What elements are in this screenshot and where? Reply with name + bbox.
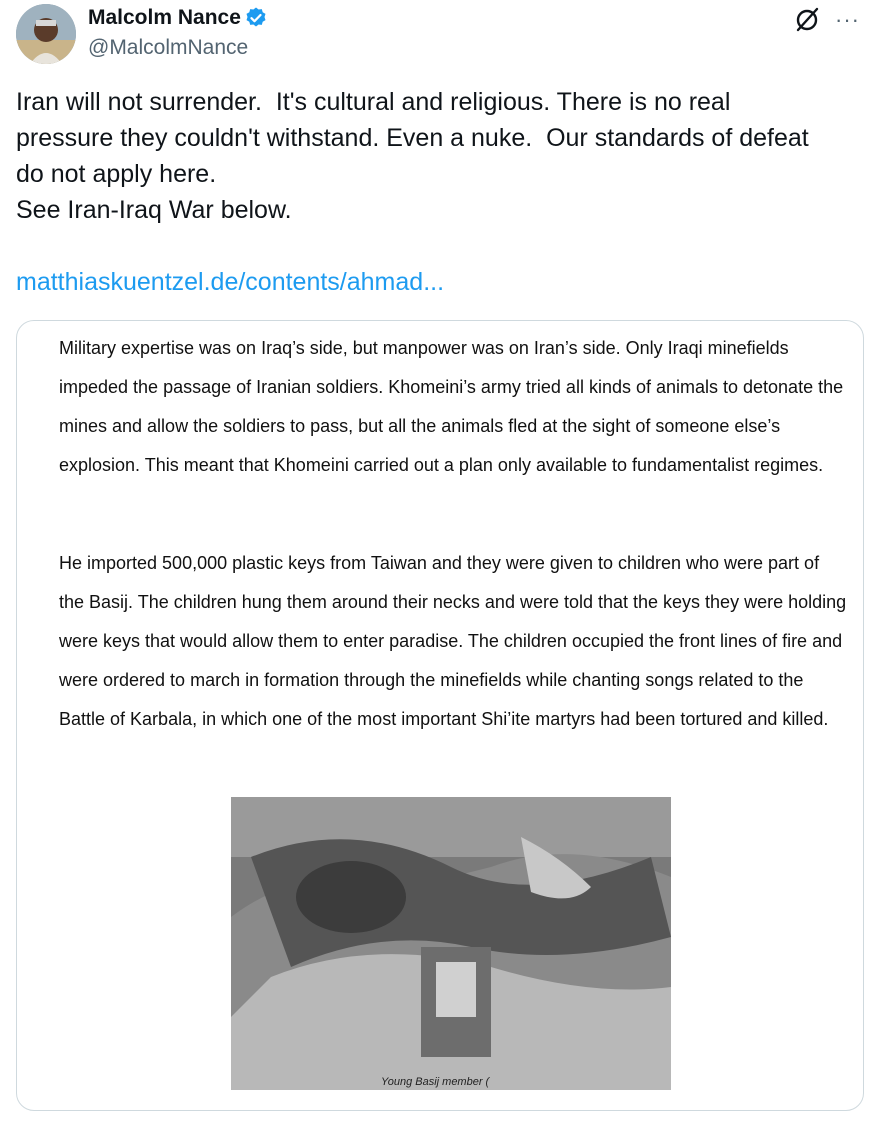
tweet-link[interactable]: matthiaskuentzel.de/contents/ahmad... — [16, 268, 445, 296]
more-icon[interactable]: ··· — [835, 7, 860, 32]
media-image[interactable] — [16, 320, 864, 1111]
author-handle[interactable]: @MalcolmNance — [88, 36, 249, 59]
author-row — [88, 4, 268, 32]
grok-icon[interactable] — [793, 6, 821, 34]
verified-badge-icon — [244, 6, 268, 30]
photo — [231, 797, 671, 1090]
media-paragraph-2: He imported 500,000 plastic keys from Taiwan and they were given to children who were part of the Basij. The children hung them around their necks and were told that the keys they were holding were keys that would allow them to enter paradise. The children occupied the front lines of fire and were ordered to march in formation through the minefields while chanting songs related to the Battle of Karbala, in which one of the most important Shi’ite martyrs had been tortured and killed. — [59, 553, 847, 729]
author-name[interactable]: Malcolm Nance — [88, 6, 241, 29]
tweet-text: Iran will not surrender. It's cultural and religious. There is no real pressure they couldn't withstand. Even a nuke. Our standards of defeat do not apply here. See Iran-Iraq War below. — [16, 88, 809, 224]
avatar[interactable] — [16, 4, 76, 64]
tweet-actions-top — [793, 6, 860, 34]
media-paragraph-1: Military expertise was on Iraq’s side, but manpower was on Iran’s side. Only Iraqi minefields impeded the passage of Iranian soldiers. Khomeini’s army tried all kinds of animals to detonate the mines and allow the soldiers to pass, but all the animals fled at the sight of someone else’s explosion. This meant that Khomeini carried out a plan only available to fundamentalist regimes. — [59, 338, 844, 475]
photo-caption: Young Basij member ( — [381, 1076, 490, 1088]
